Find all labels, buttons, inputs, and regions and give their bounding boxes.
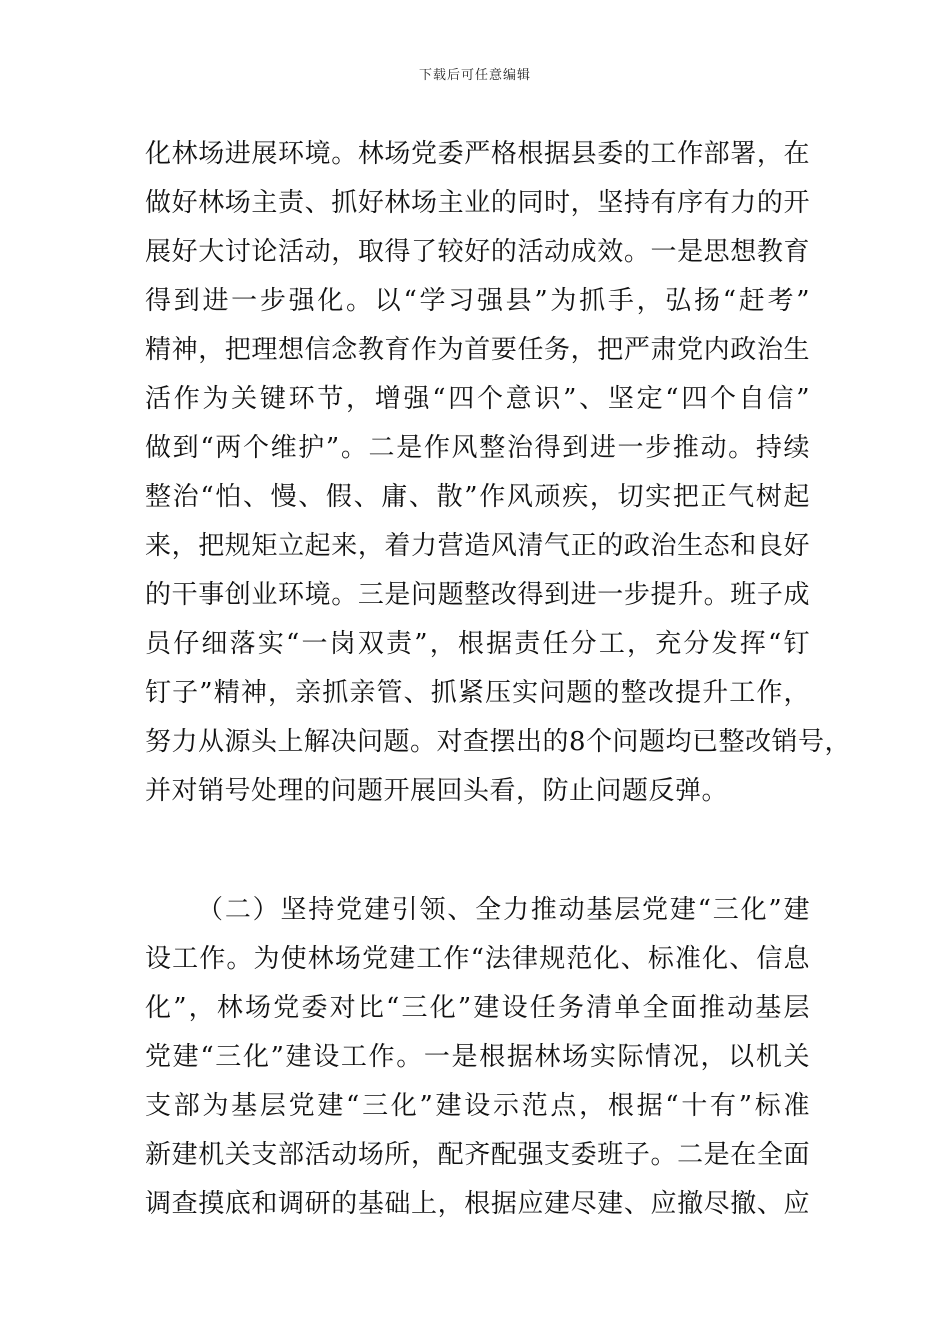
paragraph-gap (145, 816, 810, 886)
paragraph-line: 并对销号处理的问题开展回头看，防止问题反弹。 (145, 776, 729, 806)
paragraph-line: 精神，把理想信念教育作为首要任务，把严肃党内政治生 (145, 335, 810, 365)
paragraph-line: 得到进一步强化。以“学习强县”为抓手，弘扬“赶考” (145, 286, 810, 316)
paragraph-line: 新建机关支部活动场所，配齐配强支委班子。二是在全面 (145, 1140, 810, 1170)
paragraph-line: 员仔细落实“一岗双责”，根据责任分工，充分发挥“钉 (145, 629, 810, 659)
paragraph-line: 展好大讨论活动，取得了较好的活动成效。一是思想教育 (145, 237, 810, 267)
paragraph-line: 调查摸底和调研的基础上，根据应建尽建、应撤尽撤、应 (145, 1189, 810, 1219)
paragraph-line: 的干事创业环境。三是问题整改得到进一步提升。班子成 (145, 580, 810, 610)
paragraph-line: 化林场进展环境。林场党委严格根据县委的工作部署，在 (145, 139, 810, 169)
paragraph-line: 做好林场主责、抓好林场主业的同时，坚持有序有力的开 (145, 188, 810, 218)
paragraph-line: 支部为基层党建“三化”建设示范点，根据“十有”标准 (145, 1091, 810, 1121)
paragraph-line: 活作为关键环节，增强“四个意识”、坚定“四个自信” (145, 384, 810, 414)
paragraph-line: 来，把规矩立起来，着力营造风清气正的政治生态和良好 (145, 531, 810, 561)
paragraph-line: 设工作。为使林场党建工作“法律规范化、标准化、信息 (145, 944, 810, 974)
paragraph-line: 整治“怕、慢、假、庸、散”作风顽疾，切实把正气树起 (145, 482, 810, 512)
paragraph-line: 党建“三化”建设工作。一是根据林场实际情况，以机关 (145, 1042, 810, 1072)
paragraph-line: （二）坚持党建引领、全力推动基层党建“三化”建 (197, 895, 810, 925)
paragraph-line: 做到“两个维护”。二是作风整治得到进一步推动。持续 (145, 433, 810, 463)
paragraph-line: 努力从源头上解决问题。对查摆出的8个问题均已整改销号， (145, 727, 852, 757)
page-header: 下载后可任意编辑 (418, 68, 531, 83)
paragraph-line: 钉子”精神，亲抓亲管、抓紧压实问题的整改提升工作， (145, 678, 810, 708)
paragraph-line: 化”，林场党委对比“三化”建设任务清单全面推动基层 (145, 993, 810, 1023)
document-body (145, 130, 852, 1229)
